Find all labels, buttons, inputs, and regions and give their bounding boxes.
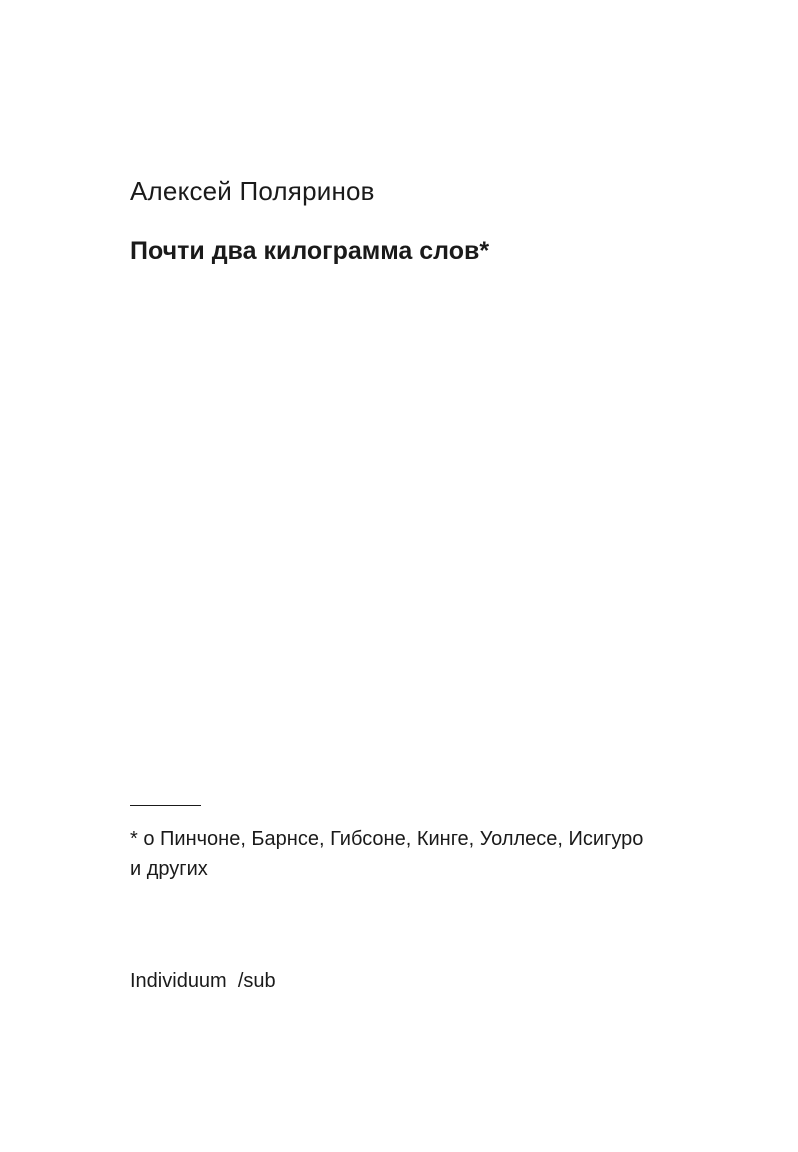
footnote-line-1: * о Пинчоне, Барнсе, Гибсоне, Кинге, Уоллесе, Исигуро (130, 828, 644, 850)
footnote-divider (130, 805, 201, 806)
publisher-imprint: Individuum /sub (130, 970, 276, 992)
book-title: Почти два килограмма слов* (130, 237, 490, 265)
footnote-line-2: и других (130, 858, 208, 880)
author-name: Алексей Поляринов (130, 176, 375, 206)
footnote (130, 824, 730, 884)
